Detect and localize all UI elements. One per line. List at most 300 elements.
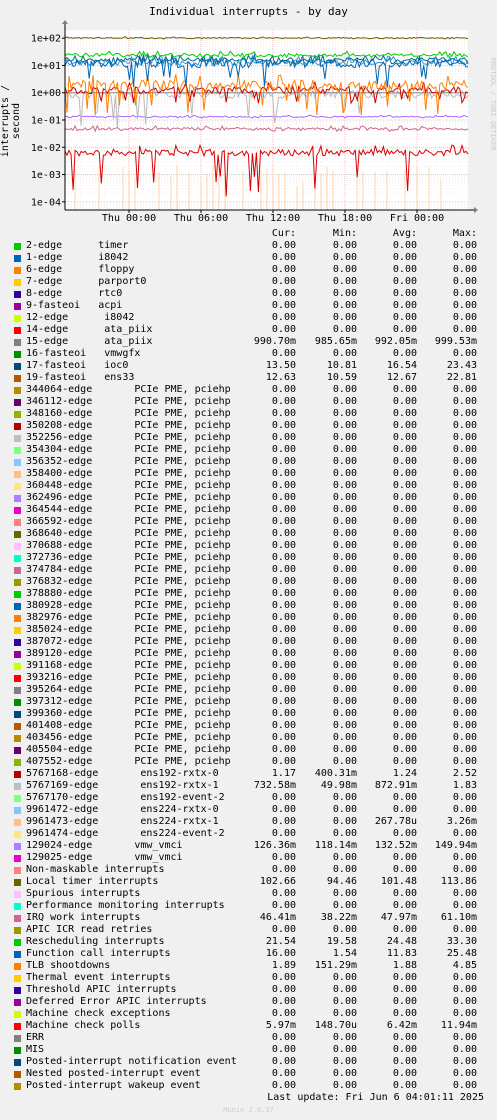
y-tick-label: 1e+02 [30,33,61,45]
legend-swatch [14,831,21,838]
legend-swatch [14,627,21,634]
legend-min-value: 0.00 [332,900,357,911]
legend-row [0,1044,497,1056]
legend-label: 9961473-edge ens224-rxtx-1 [26,816,219,827]
legend-label: 15-edge ata_piix [26,336,153,347]
legend-row [0,852,497,864]
legend-avg-value: 0.00 [392,252,417,263]
legend-min-value: 0.00 [332,972,357,983]
legend-label: 19-fasteoi ens33 [26,372,135,383]
legend-label: 7-edge parport0 [26,276,147,287]
legend-max-value: 0.00 [452,300,477,311]
legend-label: 374784-edge PCIe PME, pciehp [26,564,231,575]
legend-avg-value: 0.00 [392,432,417,443]
legend-cur-value: 0.00 [271,672,296,683]
legend-swatch [14,1011,21,1018]
legend-label: 352256-edge PCIe PME, pciehp [26,432,231,443]
legend-swatch [14,291,21,298]
legend-row [0,480,497,492]
legend-label: Spurious interrupts [26,888,141,899]
legend-label: 360448-edge PCIe PME, pciehp [26,480,231,491]
legend-label: MIS [26,1044,45,1055]
legend-row [0,924,497,936]
legend-min-value: 1.54 [332,948,357,959]
legend-avg-value: 1.88 [392,960,417,971]
legend-max-value: 0.00 [452,792,477,803]
legend-label: Machine check exceptions [26,1008,171,1019]
legend-row [0,1056,497,1068]
legend-avg-value: 0.00 [392,1044,417,1055]
legend-min-value: 0.00 [332,1056,357,1067]
legend-min-value: 0.00 [332,648,357,659]
legend-max-value: 0.00 [452,540,477,551]
legend-cur-value: 102.66 [259,876,296,887]
legend-avg-value: 0.00 [392,684,417,695]
y-tick-label: 1e+00 [30,88,61,100]
legend-max-value: 0.00 [452,708,477,719]
legend-swatch [14,1071,21,1078]
legend-min-value: 0.00 [332,552,357,563]
legend-label: 129025-edge vmw_vmci [26,852,183,863]
legend-label: 2-edge timer [26,240,129,251]
legend-avg-value: 0.00 [392,804,417,815]
legend-swatch [14,1083,21,1090]
legend-min-value: 0.00 [332,708,357,719]
legend-swatch [14,735,21,742]
legend-swatch [14,615,21,622]
legend-cur-value: 0.00 [271,852,296,863]
legend-max-value: 0.00 [452,612,477,623]
legend-cur-value: 0.00 [271,900,296,911]
legend-label: Deferred Error APIC interrupts [26,996,207,1007]
legend-max-value: 0.00 [452,576,477,587]
legend-row [0,432,497,444]
legend-row [0,684,497,696]
legend-max-value: 0.00 [452,324,477,335]
legend-cur-value: 0.00 [271,276,296,287]
legend-avg-value: 0.00 [392,528,417,539]
legend-row [0,576,497,588]
legend-row [0,420,497,432]
legend-row [0,816,497,828]
legend-row [0,444,497,456]
legend-avg-value: 0.00 [392,348,417,359]
legend-label: 362496-edge PCIe PME, pciehp [26,492,231,503]
legend-label: 399360-edge PCIe PME, pciehp [26,708,231,719]
legend-avg-value: 0.00 [392,288,417,299]
header-min: Min: [332,228,357,239]
legend-min-value: 0.00 [332,888,357,899]
legend-label: 368640-edge PCIe PME, pciehp [26,528,231,539]
legend-max-value: 0.00 [452,528,477,539]
legend-swatch [14,423,21,430]
legend-min-value: 148.70u [314,1020,357,1031]
legend-min-value: 0.00 [332,444,357,455]
legend-cur-value: 0.00 [271,1032,296,1043]
legend-label: 356352-edge PCIe PME, pciehp [26,456,231,467]
legend-avg-value: 0.00 [392,732,417,743]
legend-avg-value: 0.00 [392,504,417,515]
legend-min-value: 0.00 [332,396,357,407]
legend-row [0,408,497,420]
legend-max-value: 23.43 [446,360,477,371]
legend-cur-value: 0.00 [271,468,296,479]
legend-cur-value: 0.00 [271,576,296,587]
legend-label: 16-fasteoi vmwgfx [26,348,141,359]
legend-avg-value: 0.00 [392,600,417,611]
legend-label: 401408-edge PCIe PME, pciehp [26,720,231,731]
legend-min-value: 0.00 [332,456,357,467]
legend-avg-value: 0.00 [392,624,417,635]
legend-row [0,564,497,576]
legend-cur-value: 990.70m [253,336,296,347]
legend-label: APIC ICR read retries [26,924,153,935]
legend-min-value: 94.46 [326,876,357,887]
legend-label: 8-edge rtc0 [26,288,123,299]
legend-swatch [14,555,21,562]
y-axis-label: interrupts / second [0,84,22,158]
legend-avg-value: 0.00 [392,324,417,335]
legend-cur-value: 0.00 [271,1068,296,1079]
legend-swatch [14,375,21,382]
legend-row [0,1068,497,1080]
legend-min-value: 0.00 [332,816,357,827]
legend-avg-value: 0.00 [392,1008,417,1019]
legend-min-value: 0.00 [332,828,357,839]
legend-row [0,756,497,768]
legend-min-value: 0.00 [332,696,357,707]
legend-avg-value: 0.00 [392,924,417,935]
legend-avg-value: 16.54 [386,360,417,371]
legend-min-value: 0.00 [332,1032,357,1043]
legend-row [0,492,497,504]
legend-cur-value: 46.41m [259,912,296,923]
legend-avg-value: 0.00 [392,1080,417,1091]
legend-max-value: 0.00 [452,660,477,671]
legend-label: 382976-edge PCIe PME, pciehp [26,612,231,623]
legend-max-value: 0.00 [452,516,477,527]
legend-swatch [14,327,21,334]
y-tick-label: 1e-01 [30,115,61,127]
legend-row [0,996,497,1008]
legend-swatch [14,435,21,442]
legend-avg-value: 132.52m [374,840,417,851]
legend-swatch [14,543,21,550]
legend-min-value: 0.00 [332,468,357,479]
legend-max-value: 0.00 [452,924,477,935]
legend-label: 5767168-edge ens192-rxtx-0 [26,768,219,779]
last-update: Last update: Fri Jun 6 04:01:11 2025 [267,1092,484,1103]
legend-max-value: 0.00 [452,456,477,467]
header-cur: Cur: [271,228,296,239]
legend-row [0,636,497,648]
legend-row [0,288,497,300]
legend-swatch [14,687,21,694]
legend-swatch [14,411,21,418]
x-tick-label: Thu 18:00 [317,213,373,224]
legend-avg-value: 872.91m [374,780,417,791]
legend-max-value: 0.00 [452,636,477,647]
legend-cur-value: 0.00 [271,492,296,503]
legend-label: TLB shootdowns [26,960,111,971]
y-tick-label: 1e-02 [30,142,61,154]
legend-row [0,588,497,600]
legend-label: 1-edge i8042 [26,252,129,263]
legend-max-value: 0.00 [452,720,477,731]
legend-max-value: 0.00 [452,672,477,683]
legend-avg-value: 0.00 [392,492,417,503]
legend-cur-value: 0.00 [271,564,296,575]
legend-min-value: 0.00 [332,732,357,743]
legend-label: 14-edge ata_piix [26,324,153,335]
legend-min-value: 0.00 [332,492,357,503]
legend-label: 389120-edge PCIe PME, pciehp [26,648,231,659]
legend-row [0,600,497,612]
legend-min-value: 0.00 [332,744,357,755]
legend-min-value: 0.00 [332,684,357,695]
legend-row [0,984,497,996]
legend-swatch [14,879,21,886]
legend-cur-value: 0.00 [271,648,296,659]
legend-swatch [14,399,21,406]
legend-avg-value: 0.00 [392,588,417,599]
legend-max-value: 33.30 [446,936,477,947]
y-tick-label: 1e+01 [30,60,61,72]
legend-label: 129024-edge vmw_vmci [26,840,183,851]
legend-cur-value: 0.00 [271,504,296,515]
legend-row [0,888,497,900]
legend-max-value: 0.00 [452,756,477,767]
legend-swatch [14,387,21,394]
y-tick-labels [31,34,65,209]
legend-max-value: 0.00 [452,744,477,755]
legend-label: Nested posted-interrupt event [26,1068,201,1079]
x-tick-labels [102,210,444,224]
legend-avg-value: 0.00 [392,552,417,563]
legend-max-value: 0.00 [452,240,477,251]
legend-max-value: 149.94m [434,840,477,851]
legend-max-value: 0.00 [452,552,477,563]
legend-label: 5767170-edge ens192-event-2 [26,792,225,803]
legend-min-value: 0.00 [332,588,357,599]
legend-cur-value: 0.00 [271,756,296,767]
legend-max-value: 0.00 [452,1044,477,1055]
legend-row [0,324,497,336]
legend-cur-value: 0.00 [271,540,296,551]
legend-max-value: 0.00 [452,492,477,503]
legend-max-value: 0.00 [452,864,477,875]
legend-swatch [14,927,21,934]
legend-avg-value: 101.48 [380,876,417,887]
legend-label: 380928-edge PCIe PME, pciehp [26,600,231,611]
legend-swatch [14,495,21,502]
legend-swatch [14,675,21,682]
legend-min-value: 0.00 [332,420,357,431]
legend-min-value: 0.00 [332,1080,357,1091]
legend-min-value: 0.00 [332,252,357,263]
legend-min-value: 0.00 [332,756,357,767]
legend-row [0,660,497,672]
legend-swatch [14,243,21,250]
legend-max-value: 0.00 [452,600,477,611]
legend-label: 358400-edge PCIe PME, pciehp [26,468,231,479]
legend-max-value: 0.00 [452,684,477,695]
legend-cur-value: 0.00 [271,480,296,491]
legend-label: 350208-edge PCIe PME, pciehp [26,420,231,431]
legend-min-value: 0.00 [332,528,357,539]
legend-row [0,792,497,804]
legend-min-value: 0.00 [332,240,357,251]
legend-max-value: 0.00 [452,696,477,707]
legend-max-value: 0.00 [452,1056,477,1067]
legend-row [0,240,497,252]
legend-swatch [14,771,21,778]
legend-max-value: 3.26m [446,816,477,827]
legend-min-value: 0.00 [332,720,357,731]
legend-max-value: 0.00 [452,348,477,359]
legend-cur-value: 0.00 [271,240,296,251]
legend-row [0,948,497,960]
legend-cur-value: 0.00 [271,720,296,731]
legend-cur-value: 0.00 [271,552,296,563]
legend-swatch [14,579,21,586]
legend-label: 344064-edge PCIe PME, pciehp [26,384,231,395]
legend-max-value: 0.00 [452,588,477,599]
legend-max-value: 0.00 [452,900,477,911]
legend-min-value: 0.00 [332,348,357,359]
legend-swatch [14,963,21,970]
legend-label: Thermal event interrupts [26,972,171,983]
legend-avg-value: 0.00 [392,456,417,467]
legend-swatch [14,483,21,490]
legend-header [0,228,497,240]
legend-swatch [14,795,21,802]
legend-min-value: 0.00 [332,480,357,491]
legend-max-value: 61.10m [440,912,477,923]
legend-row [0,1032,497,1044]
legend-row [0,516,497,528]
legend-label: 385024-edge PCIe PME, pciehp [26,624,231,635]
legend-min-value: 0.00 [332,852,357,863]
legend-cur-value: 0.00 [271,924,296,935]
legend-cur-value: 0.00 [271,348,296,359]
legend-avg-value: 0.00 [392,720,417,731]
legend-avg-value: 0.00 [392,792,417,803]
legend-avg-value: 0.00 [392,996,417,1007]
legend-row [0,624,497,636]
legend-cur-value: 0.00 [271,888,296,899]
legend-row [0,780,497,792]
legend-cur-value: 1.17 [271,768,296,779]
legend-row [0,1080,497,1092]
legend-min-value: 151.29m [314,960,357,971]
legend-cur-value: 21.54 [265,936,296,947]
legend-min-value: 0.00 [332,600,357,611]
legend-avg-value: 0.00 [392,984,417,995]
legend-avg-value: 0.00 [392,300,417,311]
legend-avg-value: 0.00 [392,648,417,659]
legend-max-value: 0.00 [452,312,477,323]
legend-swatch [14,1047,21,1054]
legend-avg-value: 0.00 [392,312,417,323]
legend-cur-value: 0.00 [271,1044,296,1055]
legend-row [0,1008,497,1020]
legend-min-value: 0.00 [332,1044,357,1055]
legend-max-value: 0.00 [452,276,477,287]
legend-row [0,864,497,876]
legend-min-value: 0.00 [332,516,357,527]
legend-min-value: 400.31m [314,768,357,779]
legend-avg-value: 0.00 [392,744,417,755]
legend-max-value: 0.00 [452,624,477,635]
legend-cur-value: 12.63 [265,372,296,383]
legend-row [0,876,497,888]
legend-cur-value: 126.36m [253,840,296,851]
legend-label: 9961474-edge ens224-event-2 [26,828,225,839]
legend-max-value: 0.00 [452,288,477,299]
legend-min-value: 0.00 [332,996,357,1007]
legend-min-value: 0.00 [332,576,357,587]
legend-row [0,828,497,840]
legend-label: 370688-edge PCIe PME, pciehp [26,540,231,551]
x-axis-arrow [474,207,478,213]
legend-avg-value: 0.00 [392,696,417,707]
legend-avg-value: 0.00 [392,900,417,911]
legend-min-value: 0.00 [332,384,357,395]
legend-cur-value: 0.00 [271,600,296,611]
legend-min-value: 0.00 [332,792,357,803]
legend-cur-value: 0.00 [271,864,296,875]
legend-cur-value: 0.00 [271,444,296,455]
legend-max-value: 0.00 [452,1032,477,1043]
legend-swatch [14,987,21,994]
legend-avg-value: 1.24 [392,768,417,779]
legend-min-value: 0.00 [332,564,357,575]
legend-cur-value: 16.00 [265,948,296,959]
legend-label: Posted-interrupt wakeup event [26,1080,201,1091]
legend-max-value: 0.00 [452,648,477,659]
legend-cur-value: 0.00 [271,1080,296,1091]
legend-row [0,252,497,264]
legend-max-value: 0.00 [452,504,477,515]
legend-row [0,732,497,744]
legend-min-value: 49.98m [320,780,357,791]
legend-avg-value: 0.00 [392,864,417,875]
legend-avg-value: 0.00 [392,420,417,431]
legend-max-value: 0.00 [452,888,477,899]
legend-swatch [14,591,21,598]
legend-row [0,900,497,912]
legend-label: Threshold APIC interrupts [26,984,177,995]
legend-min-value: 0.00 [332,984,357,995]
x-tick-label: Thu 12:00 [245,213,301,224]
legend-max-value: 4.85 [452,960,477,971]
legend-label: IRQ work interrupts [26,912,141,923]
legend-min-value: 10.59 [326,372,357,383]
legend-swatch [14,903,21,910]
legend-label: 397312-edge PCIe PME, pciehp [26,696,231,707]
legend-avg-value: 0.00 [392,468,417,479]
legend-avg-value: 267.78u [374,816,417,827]
x-tick-label: Fri 00:00 [389,213,445,224]
legend-min-value: 0.00 [332,624,357,635]
legend-cur-value: 0.00 [271,996,296,1007]
legend-swatch [14,471,21,478]
legend-avg-value: 0.00 [392,612,417,623]
legend-max-value: 0.00 [452,480,477,491]
legend-swatch [14,255,21,262]
legend-max-value: 0.00 [452,432,477,443]
